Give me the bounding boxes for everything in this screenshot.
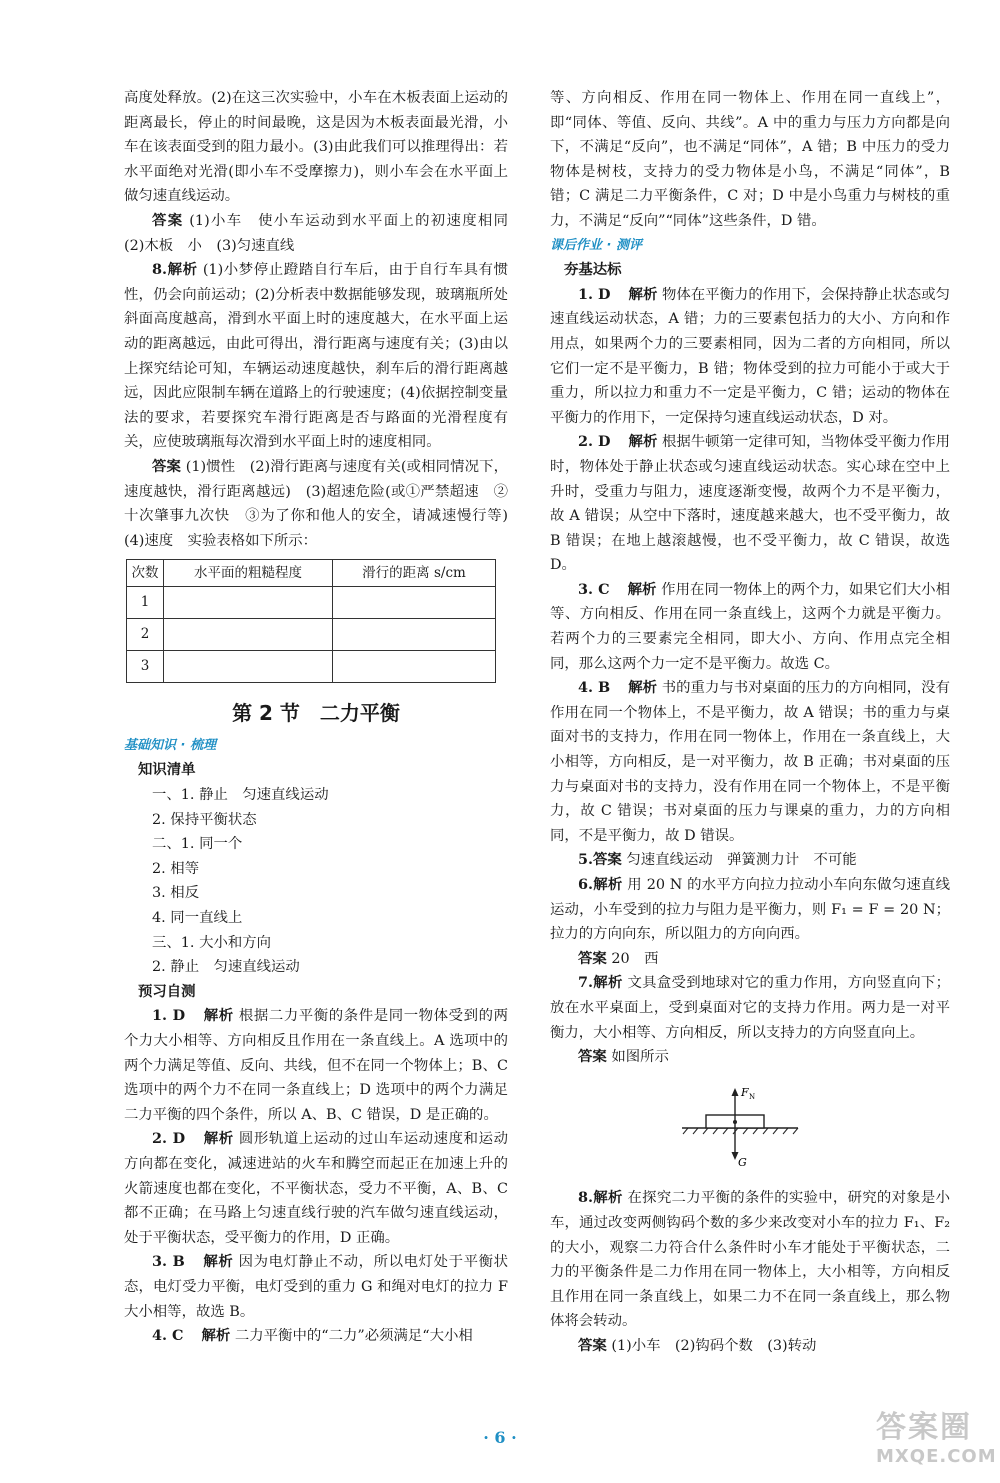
question-number: 2. D xyxy=(578,433,611,451)
table-cell xyxy=(164,619,333,651)
table-cell: 3 xyxy=(127,651,164,683)
analysis-label: 解析 xyxy=(593,876,623,893)
list-item: 三、1. 大小和方向 xyxy=(152,934,272,951)
analysis-label: 解析 xyxy=(203,1130,234,1148)
table-row xyxy=(127,587,496,619)
analysis-label: 解析 xyxy=(593,1189,623,1207)
analysis-label: 解析 xyxy=(201,1327,231,1345)
question-number: 8. xyxy=(152,261,168,279)
answer-7 xyxy=(550,1045,950,1070)
analysis-label: 解析 xyxy=(628,285,658,303)
analysis-text: 二力平衡中的“二力”必须满足“大小相 xyxy=(234,1328,473,1345)
question-number: 4. C xyxy=(152,1327,184,1345)
table-header: 水平面的粗糙程度 xyxy=(164,560,333,587)
analysis-text: 文具盒受到地球对它的重力作用，方向竖直向下；放在水平桌面上，受到桌面对它的支持力作用。两力是一对平衡力，大小相等、方向相反，所以支持力的方向竖直向上。 xyxy=(550,975,950,1041)
question-number: 8. xyxy=(578,1189,594,1207)
question-item xyxy=(550,578,950,676)
table-cell: 2 xyxy=(127,619,164,651)
analysis-text: 物体在平衡力的作用下，会保持静止状态或匀速直线运动状态，A 错；力的三要素包括力的大小、方向和作用点，如果两个力的三要素相同，因为二者的方向相同，所以它们一定不是平衡力，B 错；物体受到的拉力可能小于或大于重力，所以拉力和重力不一定是平衡力，C 错；运动的物体在平衡力的作用下，一定保持匀速直线运动状态，D 对。 xyxy=(550,286,950,426)
answer-label: 答案 xyxy=(152,211,184,229)
analysis-label: 解析 xyxy=(628,679,658,697)
paragraph: 等、方向相反、作用在同一物体上、作用在同一直线上”，即“同体、等值、反向、共线”。A 中的重力与压力方向都是向下，不满足“反向”，也不满足“同体”，A 错；B 中压力的受力物体是树枝，支持力的受力物体是小鸟，不满足“同体”，B 错；C 满足二力平衡条件，C 对；D 中是小鸟重力与树枝的重力，不满足“反向”“同体”这些条件，D 错。 xyxy=(550,90,950,229)
analysis-text: 作用在同一物体上的两个力，如果它们大小相等、方向相反、作用在同一条直线上，这两个力就是平衡力。若两个力的三要素完全相同，即大小、方向、作用点完全相同，那么这两个力一定不是平衡力。故选 C。 xyxy=(550,581,950,672)
normal-force-subscript: N xyxy=(749,1092,756,1101)
analysis-text: 圆形轨道上运动的过山车运动速度和运动方向都在变化，减速进站的火车和腾空而起正在加速上升的火箭速度也都在变化，不平衡状态，受力不平衡，A、B、C 都不正确；在马路上匀速直线行驶的汽车做匀速直线运动，处于平衡状态，受平衡力的作用，D 正确。 xyxy=(124,1131,508,1246)
analysis-label: 解析 xyxy=(167,261,198,279)
list-item: 2. 静止 匀速直线运动 xyxy=(152,959,300,976)
question-item xyxy=(124,1250,508,1324)
question-item xyxy=(550,676,950,848)
analysis-text: 在探究二力平衡的条件的实验中，研究的对象是小车，通过改变两侧钩码个数的多少来改变对小车的拉力 F₁、F₂ 的大小，观察二力符合什么条件时小车才能处于平衡状态，二力的平衡条件是二力作用在同一物体上，大小相等，方向相反且作用在同一条直线上，如果二力不在同一条直线上，那么物体将会转动。 xyxy=(550,1190,950,1330)
answer-7 xyxy=(124,209,523,258)
question-number: 1. D xyxy=(152,1007,186,1025)
table-cell xyxy=(333,587,496,619)
question-item xyxy=(124,1127,508,1250)
list-item: 二、1. 同一个 xyxy=(152,836,243,853)
table-header: 滑行的距离 s/cm xyxy=(333,560,496,587)
answer-label: 答案 xyxy=(593,851,622,869)
answer-text: (1)小车 (2)钩码个数 (3)转动 xyxy=(611,1337,817,1354)
normal-force-label: F xyxy=(741,1085,749,1099)
section-heading: 课后作业 · 测评 xyxy=(550,237,642,253)
page-number: · 6 · xyxy=(483,1428,517,1447)
question-item xyxy=(124,1004,508,1127)
question-item xyxy=(550,971,950,1045)
analysis-text: 书的重力与书对桌面的压力的方向相同，没有作用在同一个物体上，不是平衡力，故 A 错误；书的重力与桌面对书的支持力，作用在同一物体上，作用在一条直线上，大小相等，方向相反，是一对平衡力，故 B 正确；书对桌面的压力与桌面对书的支持力，没有作用在同一个物体上，不是平衡力，故 C 错误；书对桌面的压力与课桌的重力，力的方向相同，不是平衡力，故 D 错误。 xyxy=(550,680,950,844)
answer-label: 答案 xyxy=(578,949,607,967)
question-item xyxy=(550,873,950,947)
question-item xyxy=(124,1324,508,1349)
section-heading: 基础知识 · 梳理 xyxy=(124,737,216,753)
question-item xyxy=(550,283,950,431)
table-row xyxy=(127,619,496,651)
question-item xyxy=(550,848,950,873)
question-number: 6. xyxy=(578,876,594,893)
analysis-label: 解析 xyxy=(628,433,658,451)
analysis-text: (1)小梦停止蹬踏自行车后，由于自行车具有惯性，仍会向前运动；(2)分析表中数据能够发现，玻璃瓶所处斜面高度越高，滑到水平面上时的速度越大，在水平面上运动的距离越远，由此可得出，滑行距离与速度有关；(3)由以上探究结论可知，车辆运动速度越快，刹车后的滑行距离越远，因此应限制车辆在道路上的行驶速度；(4)依据控制变量法的要求，若要探究车滑行距离是否与路面的光滑程度有关，应使玻璃瓶每次滑到水平面上时的速度相同。 xyxy=(124,262,509,451)
table-header-row xyxy=(127,560,496,587)
table-cell: 1 xyxy=(127,587,164,619)
table-header: 次数 xyxy=(127,560,164,587)
answer-text: 匀速直线运动 弹簧测力计 不可能 xyxy=(626,852,857,869)
analysis-label: 解析 xyxy=(627,580,657,598)
analysis-text: 因为电灯静止不动，所以电灯处于平衡状态，电灯受力平衡，电灯受到的重力 G 和绳对电灯的拉力 F 大小相等，故选 B。 xyxy=(124,1254,508,1320)
answer-8 xyxy=(124,455,523,553)
list-item: 4. 同一直线上 xyxy=(152,910,243,927)
answer-6 xyxy=(550,947,950,972)
question-number: 3. C xyxy=(578,580,610,598)
table-cell xyxy=(333,651,496,683)
left-column xyxy=(124,86,523,1349)
paragraph: 高度处释放。(2)在这三次实验中，小车在木板表面上运动的距离最长，停止的时间最晚，这是因为木板表面最光滑，小车在该表面受到的阻力最小。(3)由此我们可以推理得出：若水平面绝对光滑(即小车不受摩擦力)，则小车会在水平面上做匀速直线运动。 xyxy=(124,90,508,205)
answer-8 xyxy=(550,1334,950,1359)
question-item xyxy=(550,1186,950,1334)
answer-label: 答案 xyxy=(578,1048,607,1066)
watermark-text: 答案圈 xyxy=(876,1410,972,1445)
table-row xyxy=(127,651,496,683)
question-number: 4. B xyxy=(578,679,611,697)
analysis-text: 根据牛顿第一定律可知，当物体受平衡力作用时，物体处于静止状态或匀速直线运动状态。实心球在空中上升时，受重力与阻力，速度逐渐变慢，故两个力不是平衡力，故 A 错误；从空中下落时，速度越来越大，也不受平衡力，故 B 错误；在地上越滚越慢，也不受平衡力，故 C 错误，故选 D。 xyxy=(550,434,950,574)
right-column xyxy=(550,86,950,1359)
question-number: 3. B xyxy=(152,1253,185,1271)
list-item: 一、1. 静止 匀速直线运动 xyxy=(152,787,329,804)
section-title: 第 2 节 二力平衡 xyxy=(232,701,400,726)
answer-text: 20 西 xyxy=(611,950,659,967)
analysis-text: 用 20 N 的水平方向拉力拉动小车向东做匀速直线运动，小车受到的拉力与阻力是平衡力，则 F₁ = F = 20 N；拉力的方向向东，所以阻力的方向向西。 xyxy=(550,877,950,943)
list-item: 2. 相等 xyxy=(152,860,200,877)
table-cell xyxy=(164,651,333,683)
force-diagram-svg xyxy=(680,1082,800,1168)
list-item: 2. 保持平衡状态 xyxy=(152,811,257,828)
table-cell xyxy=(164,587,333,619)
analysis-label: 解析 xyxy=(202,1253,234,1271)
question-number: 2. D xyxy=(152,1130,186,1148)
subsection-heading: 知识清单 xyxy=(138,761,196,779)
force-diagram xyxy=(680,1082,950,1177)
analysis-label: 解析 xyxy=(203,1007,234,1025)
question-8 xyxy=(124,258,508,455)
analysis-label: 解析 xyxy=(593,974,623,992)
support-arrowhead xyxy=(732,1088,739,1096)
surface-hatching xyxy=(683,1128,798,1134)
answer-text: 如图所示 xyxy=(611,1049,669,1066)
question-number: 1. D xyxy=(578,285,611,303)
experiment-table xyxy=(126,559,496,683)
analysis-text: 根据二力平衡的条件是同一物体受到的两个力大小相等、方向相反且作用在一条直线上。A 选项中的两个力满足等值、反向、共线，但不在同一个物体上；B、C 选项中的两个力不在同一条直线上；D 选项中的两个力满足二力平衡的四个条件，所以 A、B、C 错误，D 是正确的。 xyxy=(124,1008,508,1123)
question-item xyxy=(550,430,950,578)
question-number: 7. xyxy=(578,974,594,992)
gravity-label: G xyxy=(738,1155,747,1168)
table-cell xyxy=(333,619,496,651)
subsection-heading: 夯基达标 xyxy=(564,261,622,279)
watermark-url: MXQE.COM xyxy=(876,1446,997,1467)
center-point xyxy=(733,1120,737,1124)
answer-text: (1)惯性 (2)滑行距离与速度有关(或相同情况下，速度越快，滑行距离越远) (3)超速危险(或①严禁超速 ②十次肇事九次快 ③为了你和他人的安全，请减速慢行等) (4)速度 实验表格如下所示： xyxy=(124,458,523,549)
answer-text: (1)小车 使小车运动到水平面上的初速度相同 (2)木板 小 (3)匀速直线 xyxy=(124,212,523,254)
answer-label: 答案 xyxy=(152,457,182,475)
watermark-logo xyxy=(876,1410,997,1476)
answer-label: 答案 xyxy=(578,1336,607,1354)
question-number: 5. xyxy=(578,851,594,869)
list-item: 3. 相反 xyxy=(152,885,200,902)
subsection-heading: 预习自测 xyxy=(138,982,196,1000)
